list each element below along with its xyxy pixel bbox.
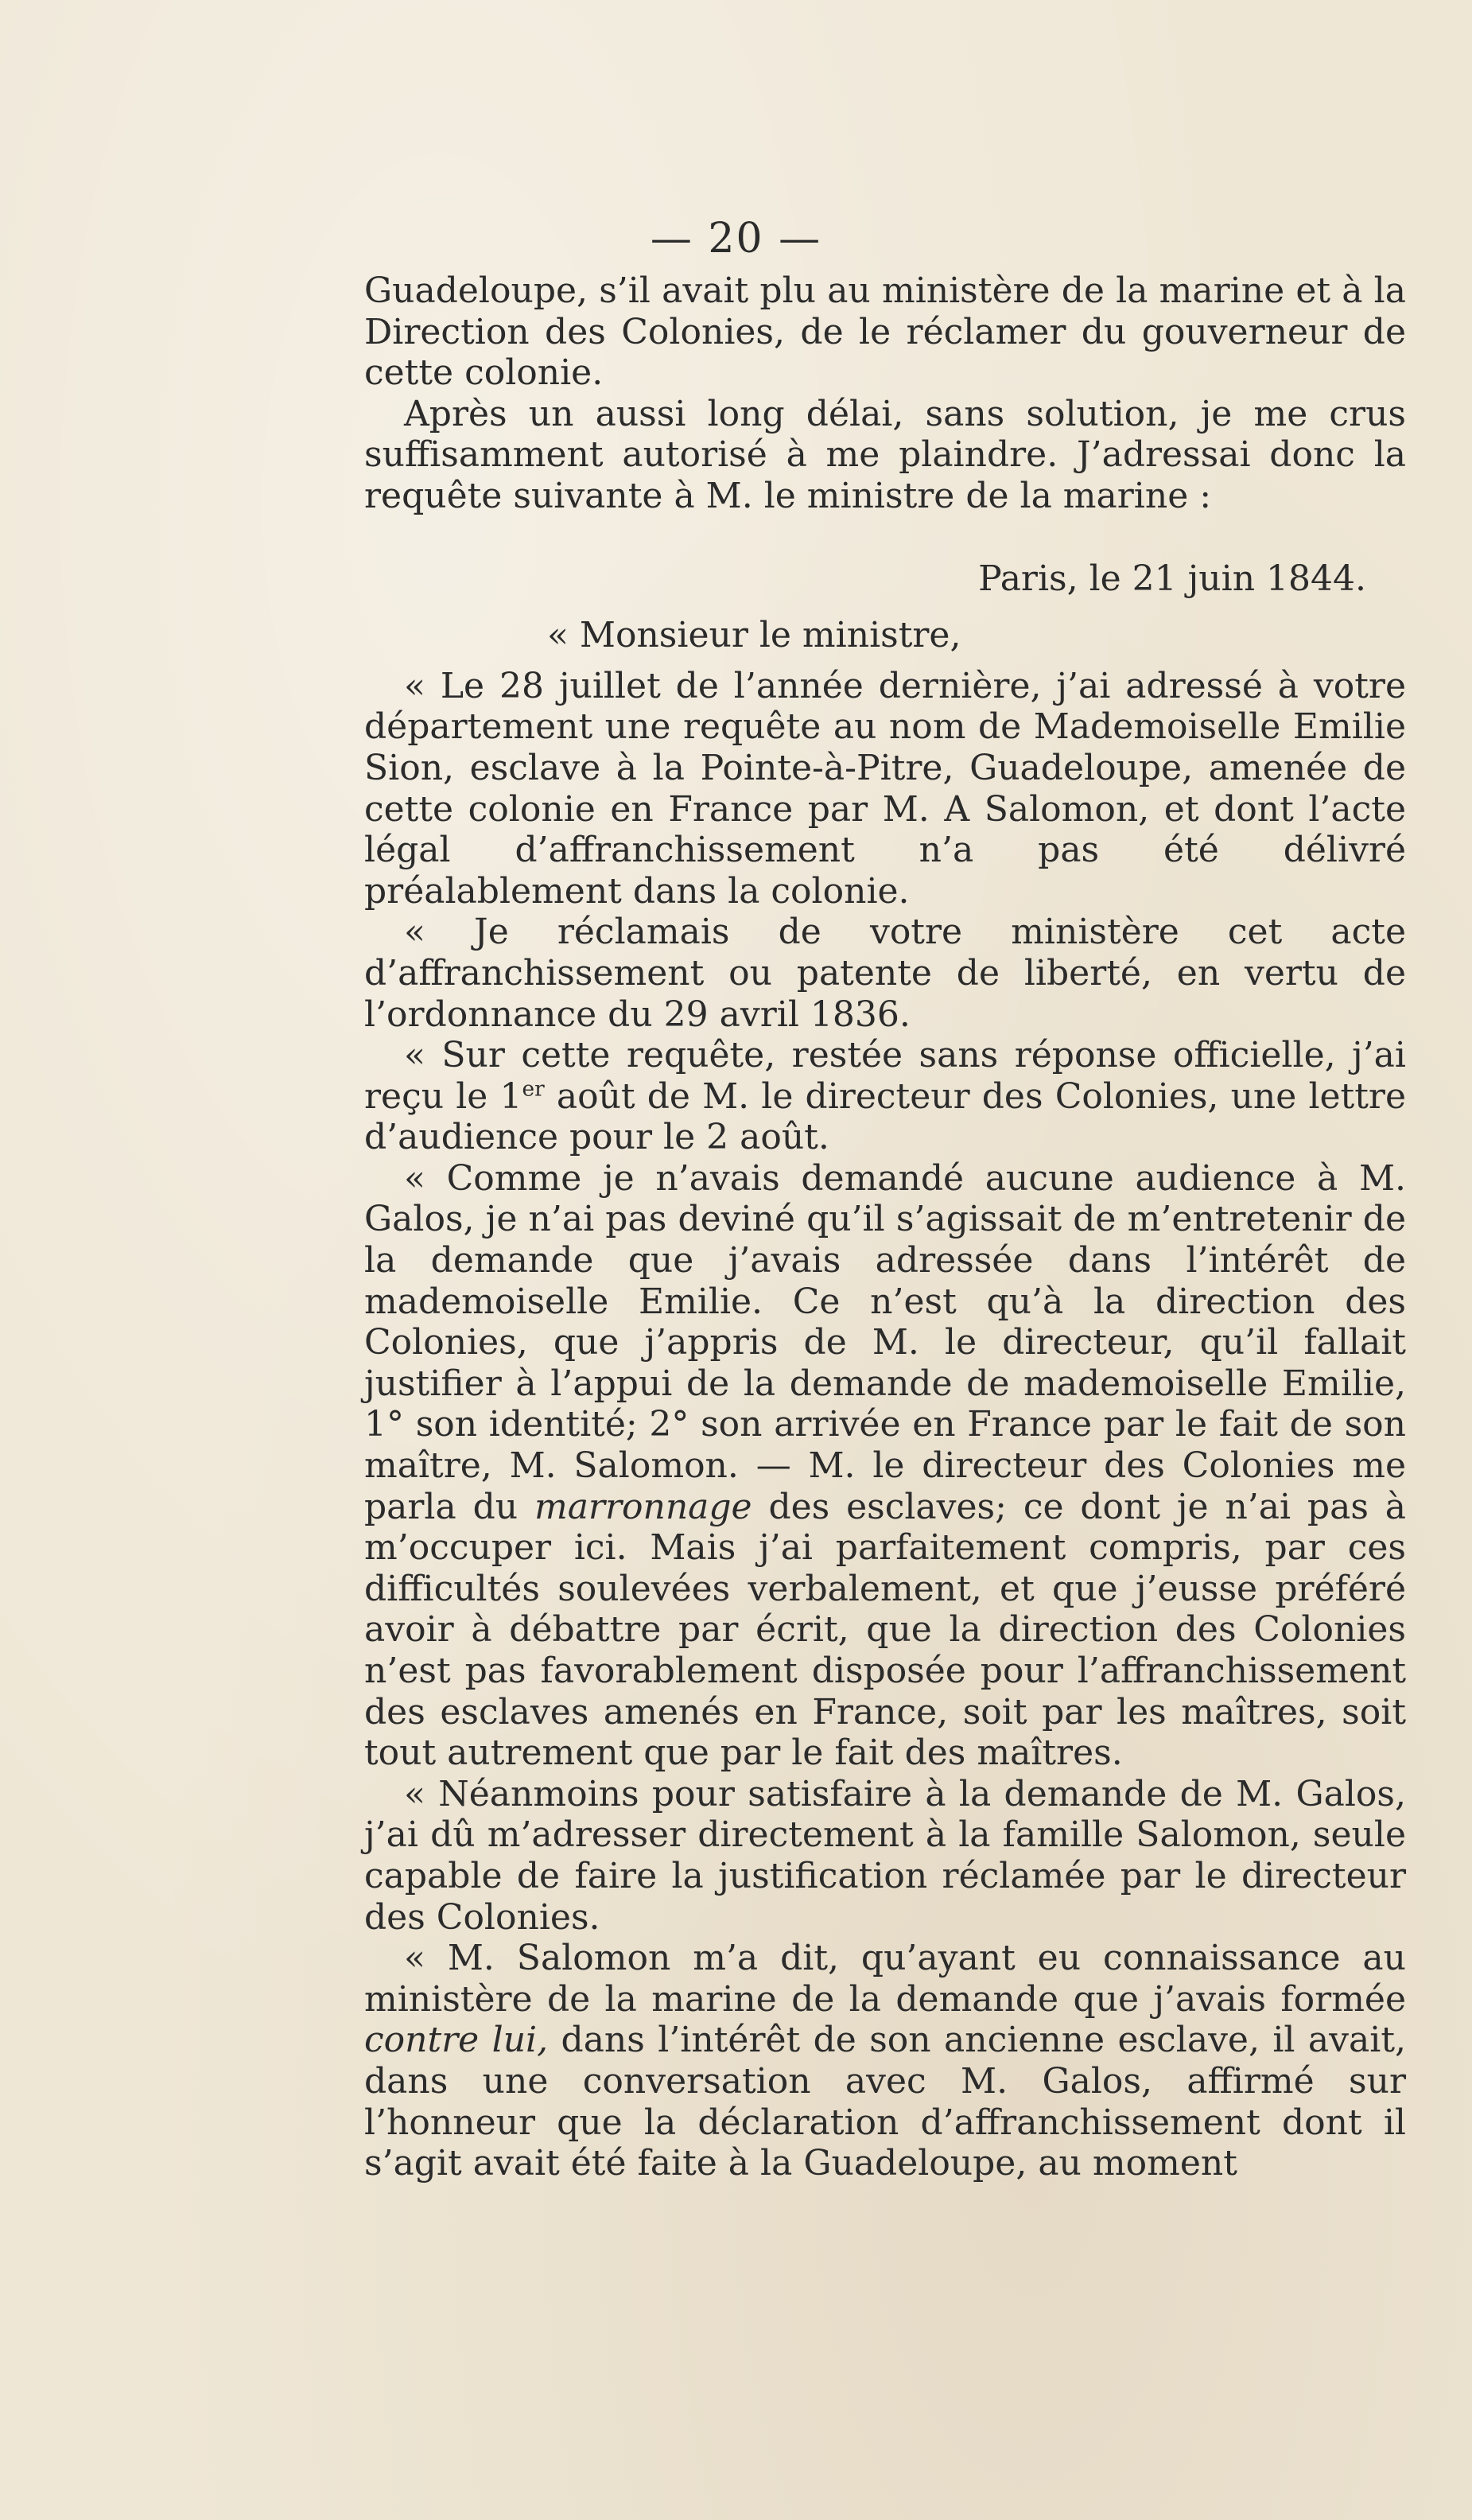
letter-paragraph-3-text-a: « Sur cette requête, restée sans réponse officielle, j’ai reçu le 1 (364, 1035, 1406, 1117)
letter-paragraph-4-text-b: des esclaves; ce dont je n’ai pas à m’occuper ici. Mais j’ai parfaitement compris, par ces difficultés soulevées verbalement, et que j’eusse préféré avoir à débattre par écrit, que la direction des Colonies n’est pas favorablement disposée pour l’affranchissement des esclaves amenés en France, soit par les maîtres, soit tout autrement que par le fait des maîtres. (364, 1486, 1407, 1774)
letter-date: Paris, le 21 juin 1844. (978, 558, 1366, 599)
paragraph-continuation: Guadeloupe, s’il avait plu au ministère de la marine et à la Direction des Colonies, de le réclamer du gouverneur de cette colonie. (364, 270, 1406, 394)
letter-paragraph-3-text-b: août de M. le directeur des Colonies, une lettre d’audience pour le 2 août. (364, 1075, 1406, 1158)
letter-paragraph-4 (364, 1158, 1406, 1774)
italic-phrase-contre-lui: contre lui, (364, 2020, 549, 2061)
page-number: — 20 — (650, 215, 822, 262)
letter-salutation: « Monsieur le ministre, (547, 615, 961, 656)
paragraph-request-intro: Après un aussi long délai, sans solution, je me crus suffisamment autorisé à me plaindre. J’adressai donc la requête suivante à M. le ministre de la marine : (364, 393, 1406, 516)
letter-paragraph-6-text-b: dans l’intérêt de son ancienne esclave, il avait, dans une conversation avec M. Galos, affirmé sur l’honneur que la déclaration d’affranchissement dont il s’agit avait été faite à la Guadeloupe, au moment (364, 2020, 1406, 2184)
letter-paragraph-4-text-a: « Comme je n’avais demandé aucune audience à M. Galos, je n’ai pas deviné qu’il s’agissait de m’entretenir de la demande que j’avais adressée dans l’intérêt de mademoiselle Emilie. Ce n’est qu’à la direction des Colonies, que j’appris de M. le directeur, qu’il fallait justifier à l’appui de la demande de mademoiselle Emilie, 1° son identité; 2° son arrivée en France par le fait de son maître, M. Salomon. — M. le directeur des Colonies me parla du (364, 1157, 1406, 1527)
letter-paragraph-6 (364, 1938, 1406, 2184)
ordinal-superscript: er (522, 1076, 545, 1102)
italic-term-marronnage: marronnage (534, 1486, 752, 1527)
letter-paragraph-5: « Néanmoins pour satisfaire à la demande de M. Galos, j’ai dû m’adresser directement à la famille Salomon, seule capable de faire la justification réclamée par le directeur des Colonies. (364, 1773, 1406, 1938)
letter-paragraph-3 (364, 1035, 1406, 1158)
body-text (364, 270, 1406, 2184)
letter-paragraph-2: « Je réclamais de votre ministère cet acte d’affranchissement ou patente de liberté, en vertu de l’ordonnance du 29 avril 1836. (364, 912, 1406, 1035)
letter-paragraph-6-text-a: « M. Salomon m’a dit, qu’ayant eu connaissance au ministère de la marine de la demande que j’avais formée (364, 1938, 1406, 2020)
letter-paragraph-1: « Le 28 juillet de l’année dernière, j’ai adressé à votre département une requête au nom de Mademoiselle Emilie Sion, esclave à la Pointe-à-Pitre, Guadeloupe, amenée de cette colonie en France par M. A Salomon, et dont l’acte légal d’affranchissement n’a pas été délivré préalablement dans la colonie. (364, 665, 1406, 912)
